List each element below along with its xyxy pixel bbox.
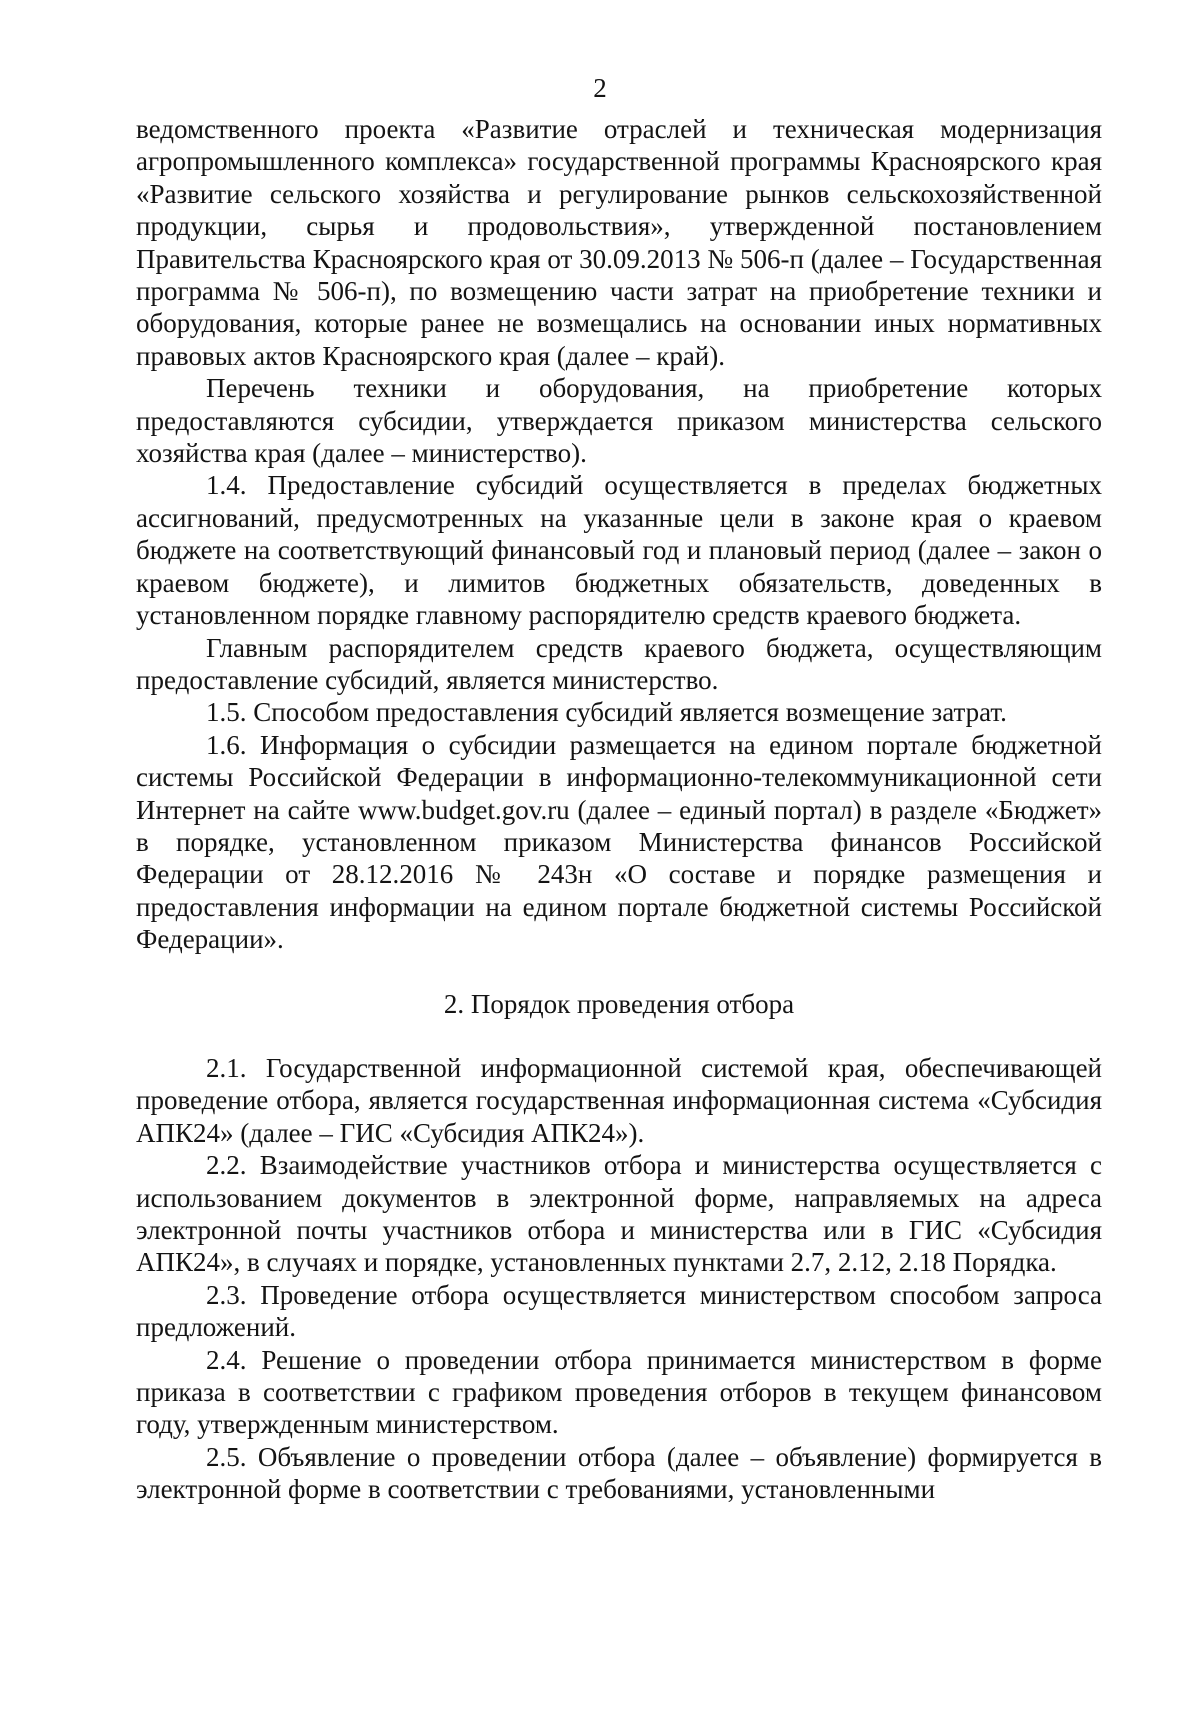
section-2-paragraphs (136, 1052, 1102, 1506)
paragraph-p-equipment-list: Перечень техники и оборудования, на приобретение которых предоставляются субсидии, утверждается приказом министерства сельского хозяйства края (далее – министерство). (136, 373, 1102, 469)
paragraph-p-1-6: 1.6. Информация о субсидии размещается на едином портале бюджетной системы Российской Федерации в информационно-телекоммуникационной сети Интернет на сайте www.budget.gov.ru (далее – единый портал) в разделе «Бюджет» в порядке, установленном приказом Министерства финансов Российской Федерации от 28.12.2016 № 243н «О составе и порядке размещения и предоставления информации на едином портале бюджетной системы Российской Федерации». (136, 729, 1102, 955)
page-number: 2 (593, 73, 607, 103)
paragraph-p-1-4: 1.4. Предоставление субсидий осуществляется в пределах бюджетных ассигнований, предусмотренных на указанные цели в законе края о краевом бюджете на соответствующий финансовый год и плановый период (далее – закон о краевом бюджете), и лимитов бюджетных обязательств, доведенных в установленном порядке главному распорядителю средств краевого бюджета. (136, 470, 1102, 631)
paragraph-p-main-manager: Главным распорядителем средств краевого бюджета, осуществляющим предоставление субсидий, является министерство. (136, 632, 1102, 695)
paragraph-p-1-5: 1.5. Способом предоставления субсидий является возмещение затрат. (206, 697, 1007, 728)
paragraph-p-2-3: 2.3. Проведение отбора осуществляется министерством способом запроса предложений. (136, 1279, 1102, 1343)
paragraph-p-2-1: 2.1. Государственной информационной системой края, обеспечивающей проведение отбора, является государственная информационная система «Субсидия АПК24» (далее – ГИС «Субсидия АПК24»). (136, 1052, 1102, 1148)
paragraph-p-2-5: 2.5. Объявление о проведении отбора (далее – объявление) формируется в электронной форме в соответствии с требованиями, установленными (136, 1441, 1102, 1505)
paragraph-p-2-2: 2.2. Взаимодействие участников отбора и министерства осуществляется с использованием документов в электронной форме, направляемых на адреса электронной почты участников отбора и министерства или в ГИС «Субсидия АПК24», в случаях и порядке, установленных пунктами 2.7, 2.12, 2.18 Порядка. (136, 1150, 1102, 1278)
section-heading: 2. Порядок проведения отбора (443, 988, 795, 1019)
document-body (136, 113, 1102, 1506)
paragraph-p-2-4: 2.4. Решение о проведении отбора принимается министерством в форме приказа в соответствии с графиком проведения отборов в текущем финансовом году, утвержденным министерством. (136, 1344, 1102, 1440)
section-1-continuation (136, 113, 1102, 956)
paragraph-p-continuation: ведомственного проекта «Развитие отраслей и техническая модернизация агропромышленного комплекса» государственной программы Красноярского края «Развитие сельского хозяйства и регулирование рынков сельскохозяйственной продукции, сырья и продовольствия», утвержденной постановлением Правительства Красноярского края от 30.09.2013 № 506-п (далее – Государственная программа № 506-п), по возмещению части затрат на приобретение техники и оборудования, которые ранее не возмещались на основании иных нормативных правовых актов Красноярского края (далее – край). (136, 114, 1102, 371)
